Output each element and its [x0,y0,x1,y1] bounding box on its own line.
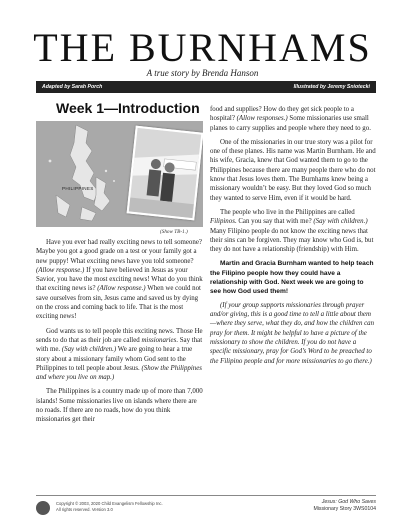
footer-copyright: Copyright © 2003, 2020 Child Evangelism Fellowship Inc. All rights reserved. Version 3.0 [56,501,163,512]
paragraph: The Philippines is a country made up of more than 7,000 islands! Some missionaries live on islands where there are no roads. If there are no roads, how do you think missionaries get their [36,388,203,424]
right-column [210,105,376,371]
paragraph: food and supplies? How do they get sick people to a hospital? (Allow responses.) Some missionaries use small planes to carry supplies and people where they need to go. [210,106,371,132]
page-title: THE BURNHAMS [33,25,372,70]
map-label: PHILIPPINES [62,186,94,191]
missionary-photo [127,126,203,221]
teacher-note: (If your group supports missionaries through prayer and/or giving, this is a good time to tell a little about them—where they serve, what they do, and how the children can pray for them. It might be helpful to have a picture of the missionary to show the children. If you do not have a specific missionary, pray for God’s Word to be preached to the Filipino people and for more missionaries to go there.) [210,301,375,365]
left-column [36,238,204,430]
lesson-heading: Week 1—Introduction [56,100,200,116]
cef-logo-icon [36,501,50,515]
map-figure [36,121,203,227]
credit-bar [36,81,376,93]
adapted-by: Adapted by Sarah Porch [42,84,103,90]
paragraph: One of the missionaries in our true story was a pilot for one of these planes. His name was Martin Burnham. He and his wife, Gracia, knew that God wanted them to go to the Philippines because there are many people there who do not know that Jesus loves them. The Burnhams knew being a missionary wouldn’t be easy. But they loved God so much they wanted to serve Him, even if it would be hard. [210,138,376,202]
footer-divider [36,495,376,496]
illustrated-by: Illustrated by Jeremy Sniotecki [293,84,370,90]
figure-caption: (Show TB-1.) [160,229,188,235]
bold-paragraph: Martin and Gracia Burnham wanted to help teach the Filipino people how they could have a relationship with God. Next week we are going to see how God used them! [210,260,374,295]
subtitle: A true story by Brenda Hanson [146,68,259,78]
paragraph: Have you ever had really exciting news to tell someone? Maybe you got a good grade on a test or your family got a new puppy! What exciting news have you told someone? (Allow response.) If you have believed in Jesus as your Savior, you have the most exciting news! What do you think that exciting news is? (Allow response.) When we could not save ourselves from sin, Jesus came and saved us by dying on the cross and coming back to life. That is the most exciting news! [36,239,203,321]
paragraph: The people who live in the Philippines are called Filipinos. Can you say that with me? (Say with children.) Many Filipino people do not know the exciting news that their sins can be forgiven. They may know who God is, but they do not have a relationship (friendship) with Him. [210,208,374,254]
footer-series: Jesus: God Who Saves Missionary Story 3WS0104 [313,499,376,512]
paragraph: God wants us to tell people this exciting news. Those He sends to do that as their job are called missionaries. Say that with me. (Say with children.) We are going to hear a true story about a missionary family whom God sent to the Philippines to tell people about Jesus. (Show the Philippines and where you live on map.) [36,327,203,382]
